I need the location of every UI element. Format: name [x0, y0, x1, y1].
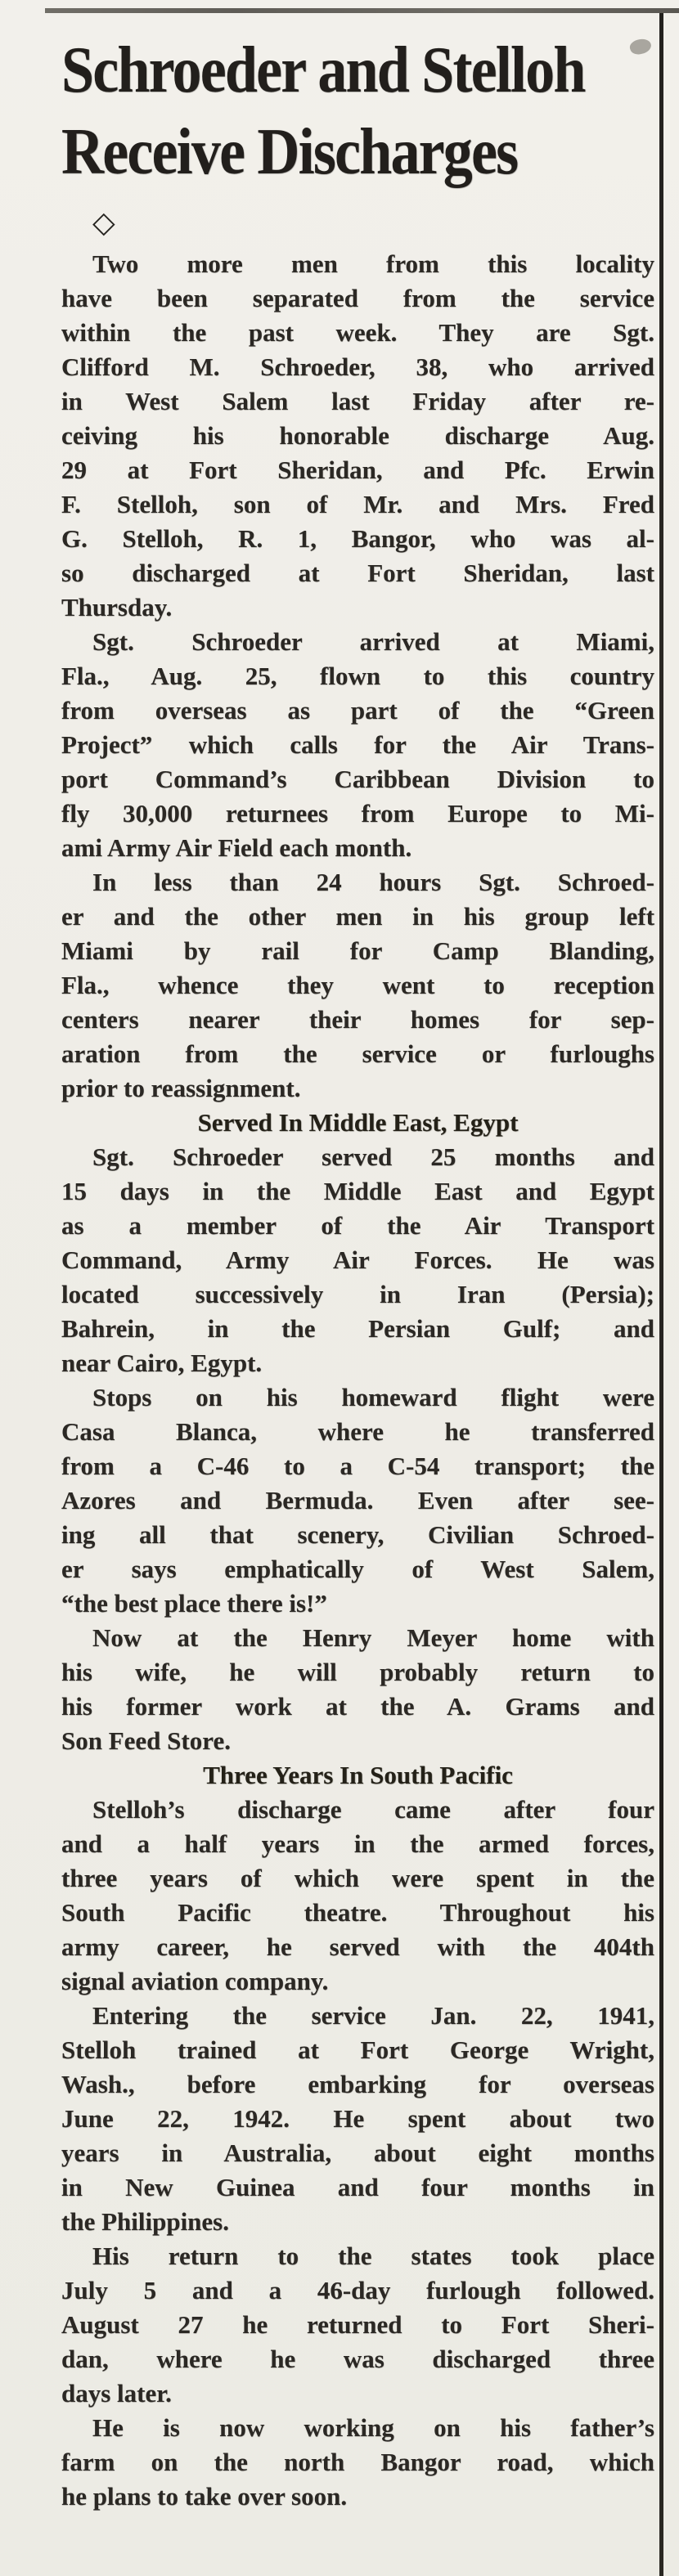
article-line: he plans to take over soon.	[61, 2482, 348, 2511]
article-line: Entering the service Jan. 22, 1941,	[92, 2001, 654, 2030]
article-line: army career, he served with the 404th	[61, 1932, 654, 1961]
article-line: from a C-46 to a C-54 transport; the	[61, 1452, 654, 1480]
article-line: located successively in Iran (Persia);	[61, 1280, 654, 1308]
article-line: In less than 24 hours Sgt. Schroed-	[92, 868, 654, 896]
article-line: within the past week. They are Sgt.	[61, 318, 654, 347]
article-line: F. Stelloh, son of Mr. and Mrs. Fred	[61, 490, 654, 518]
article-line: Thursday.	[61, 593, 173, 622]
article-line: days later.	[61, 2379, 172, 2408]
article-line: July 5 and a 46-day furlough followed.	[61, 2276, 654, 2304]
article-line: 15 days in the Middle East and Egypt	[61, 1177, 654, 1205]
article-line: three years of which were spent in the	[61, 1864, 654, 1892]
article-line: years in Australia, about eight months	[61, 2138, 654, 2167]
article-line: Two more men from this locality	[92, 249, 654, 278]
article-line: port Command’s Caribbean Division to	[61, 765, 654, 793]
article-line: “the best place there is!”	[61, 1589, 327, 1618]
article-line: South Pacific theatre. Throughout his	[61, 1898, 654, 1927]
article-line: Fla., Aug. 25, flown to this country	[61, 662, 654, 690]
article-line: Fla., whence they went to reception	[61, 971, 654, 999]
article-line: 29 at Fort Sheridan, and Pfc. Erwin	[61, 456, 654, 484]
article-body	[61, 247, 654, 2514]
article-line: farm on the north Bangor road, which	[61, 2448, 654, 2476]
article-line: Stelloh trained at Fort George Wright,	[61, 2035, 654, 2064]
article-line: dan, where he was discharged three	[61, 2345, 654, 2373]
article-line: have been separated from the service	[61, 284, 654, 312]
article-line: ami Army Air Field each month.	[61, 833, 412, 862]
article-line: ceiving his honorable discharge Aug.	[61, 421, 654, 450]
article-line: Now at the Henry Meyer home with	[92, 1623, 654, 1652]
article-line: G. Stelloh, R. 1, Bangor, who was al-	[61, 524, 654, 553]
headline	[61, 29, 654, 193]
article-line: Sgt. Schroeder served 25 months and	[92, 1142, 654, 1171]
article-line: Stelloh’s discharge came after four	[92, 1795, 654, 1824]
diamond-ornament: ◇	[92, 206, 115, 239]
article-line: prior to reassignment.	[61, 1074, 301, 1102]
article-line: Command, Army Air Forces. He was	[61, 1245, 654, 1274]
article-line: Son Feed Store.	[61, 1726, 231, 1755]
article-line: the Philippines.	[61, 2207, 229, 2236]
article-line: He is now working on his father’s	[92, 2413, 654, 2442]
article-line: Miami by rail for Camp Blanding,	[61, 936, 654, 965]
subheading: Three Years In South Pacific	[203, 1761, 513, 1789]
article-line: Bahrein, in the Persian Gulf; and	[61, 1314, 654, 1343]
article-line: His return to the states took place	[92, 2242, 654, 2270]
article-line: in West Salem last Friday after re-	[61, 387, 654, 415]
headline-line-2: Receive Discharges	[61, 116, 518, 188]
article-line: Casa Blanca, where he transferred	[61, 1417, 654, 1446]
article-line: so discharged at Fort Sheridan, last	[61, 559, 654, 587]
article-line: fly 30,000 returnees from Europe to Mi-	[61, 799, 654, 828]
article-line: near Cairo, Egypt.	[61, 1349, 263, 1377]
article-line: as a member of the Air Transport	[61, 1211, 654, 1240]
article-line: ing all that scenery, Civilian Schroed-	[61, 1520, 654, 1549]
column-rule	[659, 13, 663, 2576]
article-line: Azores and Bermuda. Even after see-	[61, 1486, 654, 1515]
headline-line-1: Schroeder and Stelloh	[61, 34, 585, 106]
article-line: June 22, 1942. He spent about two	[61, 2104, 654, 2133]
article-line: and a half years in the armed forces,	[61, 1829, 654, 1858]
article-line: aration from the service or furloughs	[61, 1039, 654, 1068]
article-line: er says emphatically of West Salem,	[61, 1555, 654, 1583]
article-line: Stops on his homeward flight were	[92, 1383, 654, 1411]
article-line: er and the other men in his group left	[61, 902, 654, 931]
article-line: Wash., before embarking for overseas	[61, 2070, 654, 2098]
article-line: his wife, he will probably return to	[61, 1658, 654, 1686]
article-line: from overseas as part of the “Green	[61, 696, 654, 725]
article-column	[61, 0, 654, 2514]
article-line: Sgt. Schroeder arrived at Miami,	[92, 627, 654, 656]
article-line: his former work at the A. Grams and	[61, 1692, 654, 1721]
article-line: Clifford M. Schroeder, 38, who arrived	[61, 352, 654, 381]
article-line: signal aviation company.	[61, 1967, 329, 1995]
subheading: Served In Middle East, Egypt	[197, 1108, 519, 1137]
article-line: August 27 he returned to Fort Sheri-	[61, 2310, 654, 2339]
article-line: in New Guinea and four months in	[61, 2173, 654, 2201]
article-line: centers nearer their homes for sep-	[61, 1005, 654, 1034]
article-line: Project” which calls for the Air Trans-	[61, 730, 654, 759]
